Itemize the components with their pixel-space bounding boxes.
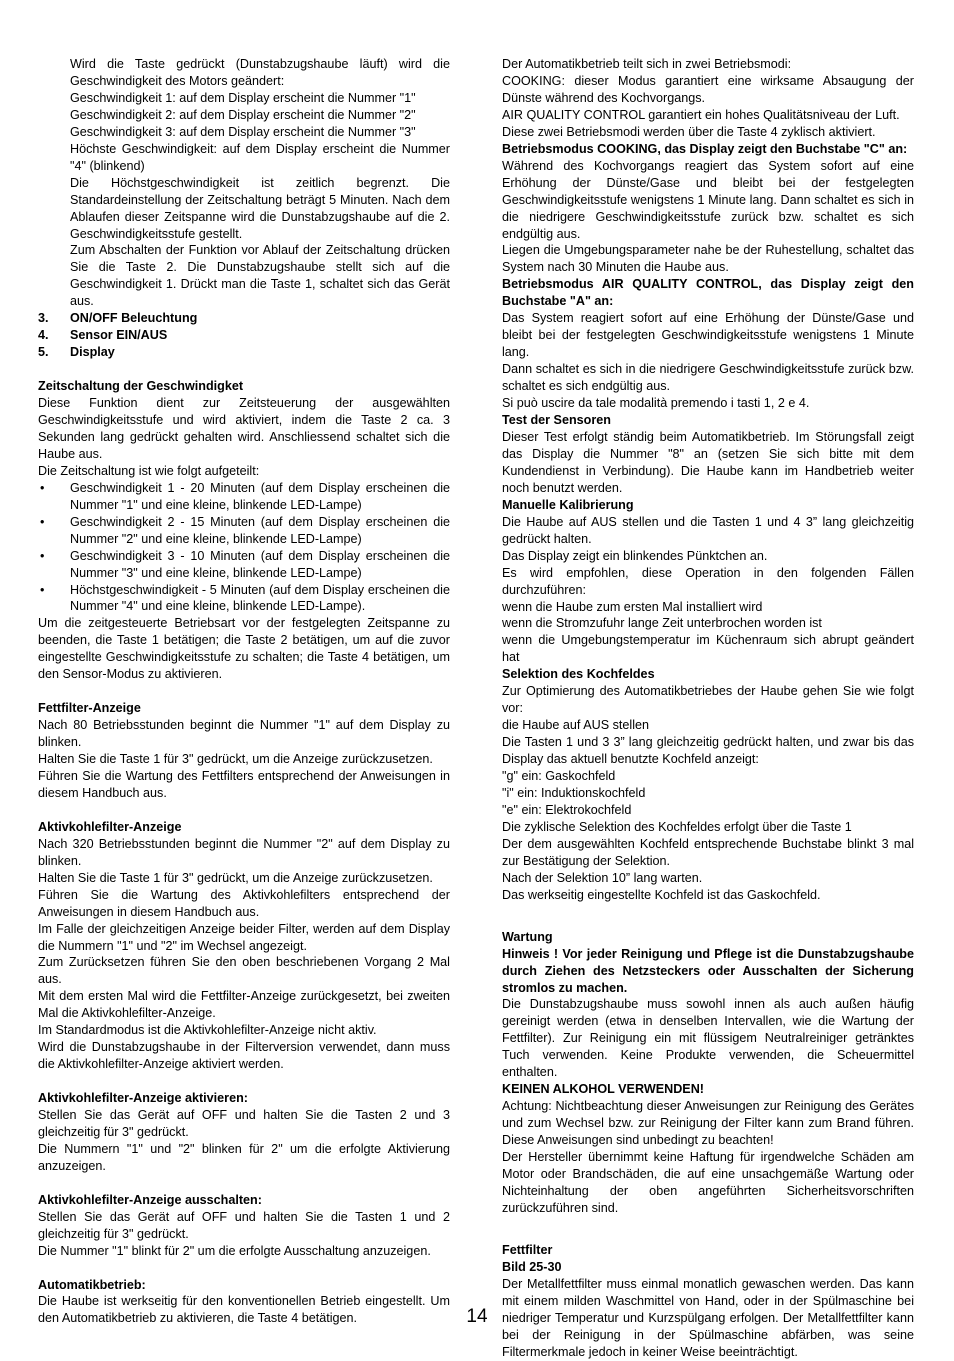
page-number: 14 [466, 1306, 488, 1327]
right-column [502, 56, 914, 1361]
paragraph: Nach 320 Betriebsstunden beginnt die Nummer "2" auf dem Display zu blinken. [38, 836, 450, 868]
paragraph: Achtung: Nichtbeachtung dieser Anweisungen zur Reinigung des Gerätes und zum Wechsel bzw. zur Reinigung der Filter kann zum Brand führen. Diese Anweisungen sind unbedingt zu beachten! [502, 1099, 914, 1148]
alcohol-warning: KEINEN ALKOHOL VERWENDEN! [502, 1082, 704, 1097]
section-heading: Aktivkohlefilter-Anzeige [38, 819, 182, 834]
paragraph: Dieser Test erfolgt ständig beim Automatikbetrieb. Im Störungsfall zeigt das Display die Nummer "8" an (setzen Sie sich bitte mit dem Kundendienst in Verbindung). Die Haube kann im Handbetrieb weiter noch benutzt werden. [502, 429, 914, 495]
paragraph: Zum Zurücksetzen führen Sie den oben beschriebenen Vorgang 2 Mal aus. [38, 955, 450, 987]
paragraph: die Haube auf AUS stellen [502, 718, 650, 733]
paragraph: Während des Kochvorgangs reagiert das System sofort auf eine Erhöhung der Dünste/Gase und bleibt bei der festgelegten Geschwindigkeitsstufe wenigstens 1 Minute lang. Dann schaltet es sich in die niedrigere Geschwindigkeitsstufe zurück bzw. schaltet es sich endgültig aus. [502, 158, 914, 241]
list-item: • Geschwindigkeit 2 - 15 Minuten (auf dem Display erscheinen die Nummer "2" und eine kleine, blinkende LED-Lampe) [40, 514, 450, 546]
paragraph: Das werkseitig eingestellte Kochfeld ist das Gaskochfeld. [502, 887, 821, 902]
paragraph: Diese zwei Betriebsmodi werden über die Taste 4 zyklisch aktiviert. [502, 124, 876, 139]
paragraph: Zur Optimierung des Automatikbetriebes der Haube gehen Sie wie folgt vor: [502, 684, 914, 716]
paragraph: Der Hersteller übernimmt keine Haftung für irgendwelche Schäden am Motor oder Brandschäden, die auf eine unsachgemäße Wartung oder Nichteinhaltung der oben angeführten Sicherheitsvorschriften zurückzuführen sind. [502, 1150, 914, 1215]
hob-option-electric: "e" ein: Elektrokochfeld [502, 802, 632, 817]
paragraph: Mit dem ersten Mal wird die Fettfilter-Anzeige zurückgesetzt, bei zweiten Mal die Aktivkohlefilter-Anzeige. [38, 989, 450, 1021]
section-heading: Betriebsmodus AIR QUALITY CONTROL, das Display zeigt den Buchstabe "A" an: [502, 277, 914, 309]
speed-3-line: Geschwindigkeit 3: auf dem Display erscheint die Nummer "3" [70, 124, 416, 139]
paragraph: Die zyklische Selektion des Kochfeldes erfolgt über die Taste 1 [502, 819, 852, 834]
section-heading: Betriebsmodus COOKING, das Display zeigt den Buchstabe "C" an: [502, 141, 908, 156]
paragraph: Führen Sie die Wartung des Fettfilters entsprechend der Anweisungen in diesem Handbuch aus. [38, 769, 450, 800]
paragraph: Das Display zeigt ein blinkendes Pünktchen an. [502, 548, 768, 563]
paragraph: Um die zeitgesteuerte Betriebsart vor der festgelegten Zeitspanne zu beenden, die Taste 1 betätigen; die Taste 2 betätigen, um auf die zuvor eingestellte Geschwindigkeitsstufe zu schalten; die Taste 4 betätigen, um den Sensor-Modus zu aktivieren. [38, 616, 450, 682]
paragraph: Stellen Sie das Gerät auf OFF und halten Sie die Tasten 1 und 2 gleichzeitig für 3" gedrückt. [38, 1209, 450, 1241]
paragraph: Der dem ausgewählten Kochfeld entsprechende Buchstabe blinkt 3 mal zur Bestätigung der Selektion. [502, 836, 914, 868]
speed-1-line: Geschwindigkeit 1: auf dem Display erscheint die Nummer "1" [70, 90, 416, 105]
section-heading: Test der Sensoren [502, 413, 611, 428]
paragraph: Nach der Selektion 10” lang warten. [502, 870, 703, 885]
section-heading: Automatikbetrieb: [38, 1277, 146, 1292]
paragraph: Die Dunstabzugshaube muss sowohl innen als auch außen häufig gereinigt werden (etwa in denselben Intervallen, wie die Wartung der Fettfilter). Zur Reinigung ein mit flüssigem Neutralreiniger getränktes Tuch verwenden. Keine Produkte verwenden, die Scheuermittel enthalten. [502, 997, 914, 1080]
section-heading: Zeitschaltung der Geschwindigket [38, 379, 244, 394]
paragraph: Nach 80 Betriebsstunden beginnt die Nummer "1" auf dem Display zu blinken. [38, 718, 450, 750]
section-heading: Manuelle Kalibrierung [502, 497, 634, 512]
section-heading: Wartung [502, 929, 553, 944]
numbered-item: 5. Display [38, 345, 115, 360]
paragraph: Dann schaltet es sich in die niedrigere Geschwindigkeitsstufe zurück bzw. schaltet es sich endgültig aus. [502, 362, 914, 394]
list-item: • Geschwindigkeit 3 - 10 Minuten (auf dem Display erscheinen die Nummer "3" und eine kleine, blinkende LED-Lampe) [40, 548, 450, 580]
section-heading: Aktivkohlefilter-Anzeige ausschalten: [38, 1192, 262, 1207]
section-heading: Fettfilter-Anzeige [38, 701, 141, 716]
paragraph: Im Falle der gleichzeitigen Anzeige beider Filter, werden auf dem Display die Nummern "1" und "2" im Wechsel angezeigt. [38, 921, 450, 953]
paragraph: wenn die Stromzufuhr lange Zeit unterbrochen worden ist [502, 616, 822, 631]
speed-2-line: Geschwindigkeit 2: auf dem Display erscheint die Nummer "2" [70, 107, 416, 122]
hob-option-induction: "i" ein: Induktionskochfeld [502, 785, 646, 800]
section-heading: Aktivkohlefilter-Anzeige aktivieren: [38, 1091, 248, 1106]
paragraph: Liegen die Umgebungsparameter nahe be der Ruhestellung, schaltet das System nach 30 Minuten die Haube aus. [502, 243, 914, 275]
paragraph: Wird die Taste gedrückt (Dunstabzugshaube läuft) wird die Geschwindigkeit des Motors geändert: [70, 57, 450, 88]
paragraph: Die Nummer "1" blinkt für 2" um die erfolgte Ausschaltung anzuzeigen. [38, 1243, 431, 1258]
paragraph: Halten Sie die Taste 1 für 3" gedrückt, um die Anzeige zurückzusetzen. [38, 752, 433, 767]
numbered-item: 4. Sensor EIN/AUS [38, 328, 168, 343]
hob-option-gas: "g" ein: Gaskochfeld [502, 769, 616, 784]
paragraph: Die Haube ist werkseitig für den konventionellen Betrieb eingestellt. Um den Automatikbetrieb zu aktivieren, die Taste 4 betätigen. [38, 1294, 450, 1326]
paragraph: wenn die Haube zum ersten Mal installiert wird [502, 599, 763, 614]
paragraph: Die Tasten 1 und 3 3” lang gleichzeitig gedrückt halten, und zwar bis das Display das aktuell benutzte Kochfeld anzeigt: [502, 735, 914, 767]
paragraph: Stellen Sie das Gerät auf OFF und halten Sie die Tasten 2 und 3 gleichzeitig für 3" gedrückt. [38, 1108, 450, 1139]
paragraph: Das System reagiert sofort auf eine Erhöhung der Dünste/Gase und bleibt bei der festgelegten Geschwindigkeitsstufe wenigstens 1 Minute lang. [502, 311, 914, 360]
paragraph: Zum Abschalten der Funktion vor Ablauf der Zeitschaltung drücken Sie die Taste 2. Die Dunstabzugshaube stellt sich auf die Geschwindigkeit 1. Drückt man die Taste 1, schaltet sich das Gerät aus. [70, 243, 450, 309]
paragraph: Die Nummern "1" und "2" blinken für 2" um die erfolgte Aktivierung anzuzeigen. [38, 1141, 450, 1173]
left-column [38, 56, 450, 1327]
list-item: • Höchstgeschwindigkeit - 5 Minuten (auf dem Display erscheinen die Nummer "4" und eine kleine, blinkende LED-Lampe). [40, 582, 450, 614]
numbered-item: 3. ON/OFF Beleuchtung [38, 311, 198, 326]
paragraph: Si può uscire da tale modalità premendo i tasti 1, 2 e 4. [502, 396, 810, 411]
paragraph: COOKING: dieser Modus garantiert eine wirksame Absaugung der Dünste während des Kochvorgangs. [502, 73, 914, 105]
paragraph: Der Automatikbetrieb teilt sich in zwei Betriebsmodi: [502, 57, 792, 71]
paragraph: Diese Funktion dient zur Zeitsteuerung der ausgewählten Geschwindigkeitsstufe und wird aktiviert, indem die Taste 2 ca. 3 Sekunden lang gedrückt gehalten wird. Anschliessend schaltet sich die Haube aus. [38, 396, 450, 461]
paragraph: Der Metallfettfilter muss einmal monatlich gewaschen werden. Das kann mit einem milden Waschmittel von Hand, oder in der Spülmaschine bei niedriger Temperatur und Kurzspülgang erfolgen. Der Metallfettfilter kann bei der Reinigung in der Spülmaschine abfärben, was seine Filtermerkmale jedoch in keiner Weise beeinträchtigt. [502, 1276, 914, 1359]
section-heading: Fettfilter [502, 1242, 553, 1257]
paragraph: Halten Sie die Taste 1 für 3" gedrückt, um die Anzeige zurückzusetzen. [38, 870, 433, 885]
paragraph: AIR QUALITY CONTROL garantiert ein hohes Qualitätsniveau der Luft. [502, 107, 900, 122]
paragraph: Es wird empfohlen, diese Operation in den folgenden Fällen durchzuführen: [502, 565, 914, 597]
section-heading: Selektion des Kochfeldes [502, 667, 655, 682]
list-item: • Geschwindigkeit 1 - 20 Minuten (auf dem Display erscheinen die Nummer "1" und eine kleine, blinkende LED-Lampe) [40, 480, 450, 512]
paragraph: Die Zeitschaltung ist wie folgt aufgeteilt: [38, 463, 260, 478]
paragraph: Die Haube auf AUS stellen und die Tasten 1 und 4 3” lang gleichzeitig gedrückt halten. [502, 514, 914, 546]
max-speed-line: Höchste Geschwindigkeit: auf dem Display erscheint die Nummer "4" (blinkend) [70, 141, 450, 173]
figure-reference: Bild 25-30 [502, 1259, 562, 1274]
paragraph: Führen Sie die Wartung des Aktivkohlefilters entsprechend der Anweisungen in diesem Handbuch aus. [38, 887, 450, 919]
warning-paragraph: Hinweis ! Vor jeder Reinigung und Pflege ist die Dunstabzugshaube durch Ziehen des Netzsteckers oder Ausschalten der Sicherung stromlos zu machen. [502, 946, 914, 995]
paragraph: Wird die Dunstabzugshaube in der Filterversion verwendet, dann muss die Aktivkohlefilter-Anzeige aktiviert werden. [38, 1040, 450, 1072]
paragraph: Im Standardmodus ist die Aktivkohlefilter-Anzeige nicht aktiv. [38, 1023, 377, 1038]
paragraph: wenn die Umgebungstemperatur im Küchenraum sich abrupt geändert hat [502, 633, 914, 665]
paragraph: Die Höchstgeschwindigkeit ist zeitlich begrenzt. Die Standardeinstellung der Zeitschaltung beträgt 5 Minuten. Nach dem Ablaufen dieser Zeitspanne wird die Dunstabzugshaube auf die 2. Geschwindigkeitsstufe gestellt. [70, 175, 450, 241]
